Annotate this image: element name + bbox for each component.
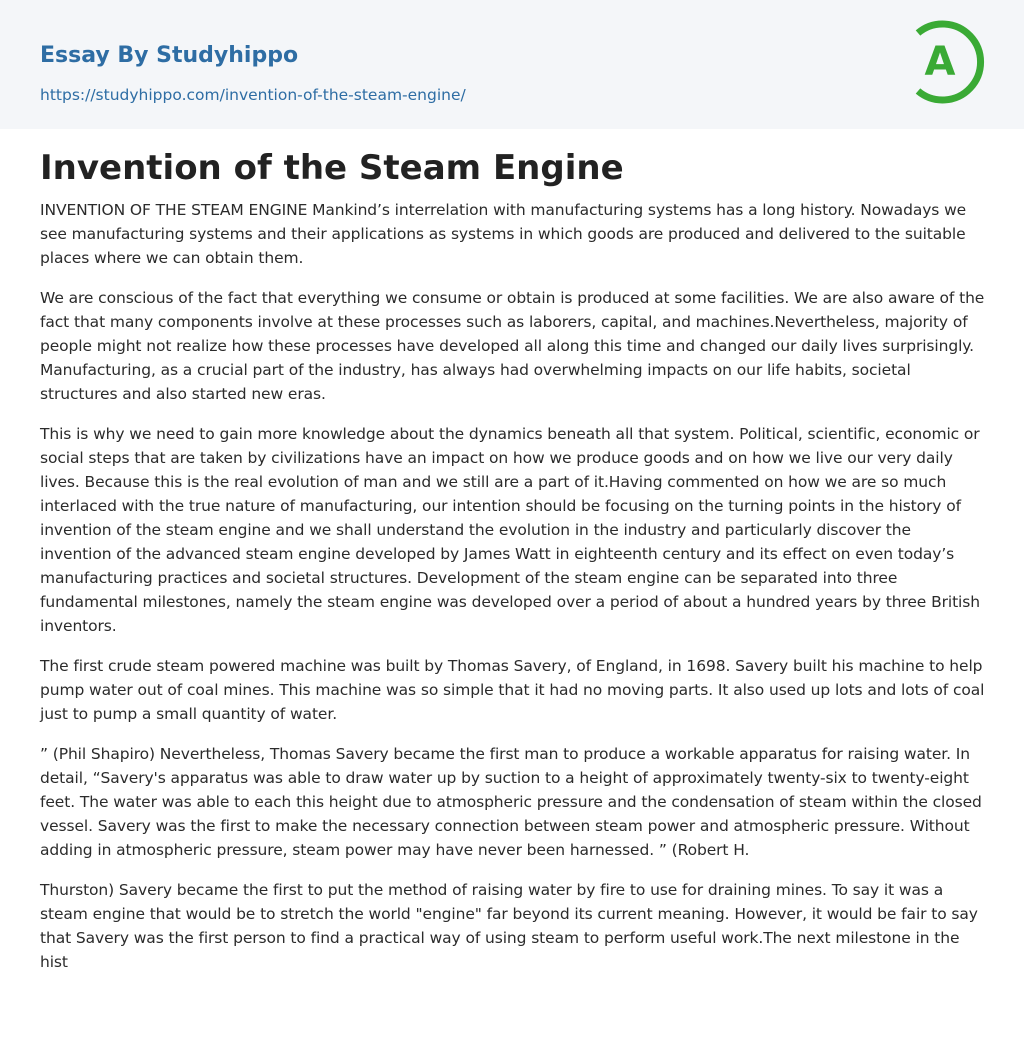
essay-paragraph-6: Thurston) Savery became the first to put the method of raising water by fire to use for draining mines. To say it was a steam engine that would be to stretch the world "engine" far beyond its current meaning. However, it would be fair to say that Savery was the first person to find a practical way of using steam to perform useful work.The next milestone in the hist xyxy=(40,881,978,971)
brand-title: Essay By Studyhippo xyxy=(40,43,299,68)
circle-a-logo-icon[interactable] xyxy=(912,18,988,106)
essay-paragraph-1: INVENTION OF THE STEAM ENGINE Mankind’s interrelation with manufacturing systems has a long history. Nowadays we see manufacturing systems and their applications as systems in which goods are produced and delivered to the suitable places where we can obtain them. xyxy=(40,201,967,267)
essay-title: Invention of the Steam Engine xyxy=(40,148,624,188)
logo-letter: A xyxy=(924,39,956,85)
page-header xyxy=(0,0,1024,129)
essay-paragraph-5: ” (Phil Shapiro) Nevertheless, Thomas Savery became the first man to produce a workable apparatus for raising water. In detail, “Savery's apparatus was able to draw water up by suction to a height of approximately twenty-six to twenty-eight feet. The water was able to each this height due to atmospheric pressure and the condensation of steam within the closed vessel. Savery was the first to make the necessary connection between steam power and atmospheric pressure. Without adding in atmospheric pressure, steam power may have never been harnessed. ” (Robert H. xyxy=(40,745,982,859)
source-url-link[interactable]: https://studyhippo.com/invention-of-the-steam-engine/ xyxy=(40,86,466,104)
essay-content xyxy=(40,146,986,990)
essay-paragraph-2: We are conscious of the fact that everything we consume or obtain is produced at some facilities. We are also aware of the fact that many components involve at these processes such as laborers, capital, and machines.Nevertheless, majority of people might not realize how these processes have developed all along this time and changed our daily lives surprisingly. Manufacturing, as a crucial part of the industry, has always had overwhelming impacts on our life habits, societal structures and also started new eras. xyxy=(40,289,985,403)
essay-paragraph-3: This is why we need to gain more knowledge about the dynamics beneath all that system. Political, scientific, economic or social steps that are taken by civilizations have an impact on how we produce goods and on how we live our very daily lives. Because this is the real evolution of man and we still are a part of it.Having commented on how we are so much interlaced with the true nature of manufacturing, our intention should be focusing on the turning points in the history of invention of the steam engine and we shall understand the evolution in the industry and particularly discover the invention of the advanced steam engine developed by James Watt in eighteenth century and its effect on even today’s manufacturing practices and societal structures. Development of the steam engine can be separated into three fundamental milestones, namely the steam engine was developed over a period of about a hundred years by three British inventors. xyxy=(40,425,980,635)
essay-paragraph-4: The first crude steam powered machine was built by Thomas Savery, of England, in 1698. Savery built his machine to help pump water out of coal mines. This machine was so simple that it had no moving parts. It also used up lots and lots of coal just to pump a small quantity of water. xyxy=(40,657,985,723)
